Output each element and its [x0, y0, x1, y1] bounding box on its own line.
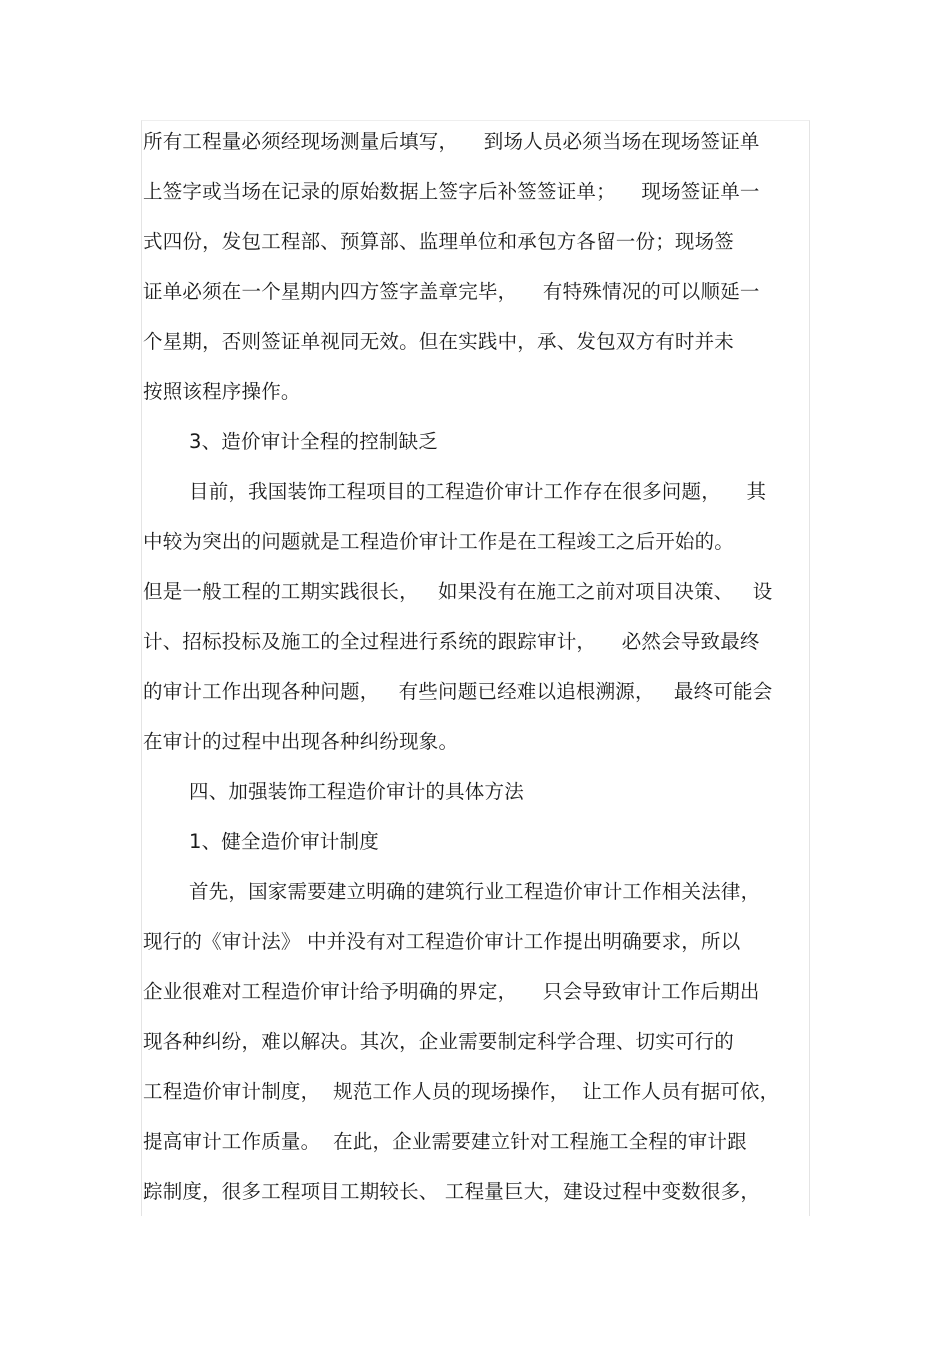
- paragraph-line: 工程造价审计制度， 规范工作人员的现场操作， 让工作人员有据可依，: [143, 1080, 780, 1103]
- paragraph-line: 目前，我国装饰工程项目的工程造价审计工作存在很多问题， 其: [189, 480, 767, 503]
- paragraph-line: 现各种纠纷，难以解决。其次，企业需要制定科学合理、切实可行的: [143, 1030, 735, 1053]
- paragraph-line: 按照该程序操作。: [143, 380, 301, 403]
- subsection-heading: 1、健全造价审计制度: [189, 830, 379, 853]
- paragraph-line: 计、招标投标及施工的全过程进行系统的跟踪审计， 必然会导致最终: [143, 630, 760, 653]
- section-heading: 3、造价审计全程的控制缺乏: [189, 430, 439, 453]
- paragraph-line: 上签字或当场在记录的原始数据上签字后补签签证单； 现场签证单一: [143, 180, 760, 203]
- paragraph-line: 中较为突出的问题就是工程造价审计工作是在工程竣工之后开始的。: [143, 530, 735, 553]
- paragraph-line: 所有工程量必须经现场测量后填写， 到场人员必须当场在现场签证单: [143, 130, 760, 153]
- paragraph-line: 踪制度，很多工程项目工期较长、 工程量巨大，建设过程中变数很多，: [143, 1180, 761, 1203]
- paragraph-line: 证单必须在一个星期内四方签字盖章完毕， 有特殊情况的可以顺延一: [143, 280, 760, 303]
- paragraph-line: 个星期，否则签证单视同无效。但在实践中，承、发包双方有时并未: [143, 330, 735, 353]
- paragraph-line: 提高审计工作质量。 在此，企业需要建立针对工程施工全程的审计跟: [143, 1130, 747, 1153]
- paragraph-line: 在审计的过程中出现各种纠纷现象。: [143, 730, 459, 753]
- paragraph-line: 企业很难对工程造价审计给予明确的界定， 只会导致审计工作后期出: [143, 980, 760, 1003]
- section-heading: 四、加强装饰工程造价审计的具体方法: [189, 780, 524, 803]
- paragraph-line: 现行的《审计法》 中并没有对工程造价审计工作提出明确要求，所以: [143, 930, 741, 953]
- paragraph-line: 首先，国家需要建立明确的建筑行业工程造价审计工作相关法律，: [189, 880, 761, 903]
- paragraph-line: 式四份，发包工程部、预算部、监理单位和承包方各留一份；现场签: [143, 230, 735, 253]
- paragraph-line: 的审计工作出现各种问题， 有些问题已经难以追根溯源， 最终可能会: [143, 680, 773, 703]
- paragraph-line: 但是一般工程的工期实践很长， 如果没有在施工之前对项目决策、 设: [143, 580, 773, 603]
